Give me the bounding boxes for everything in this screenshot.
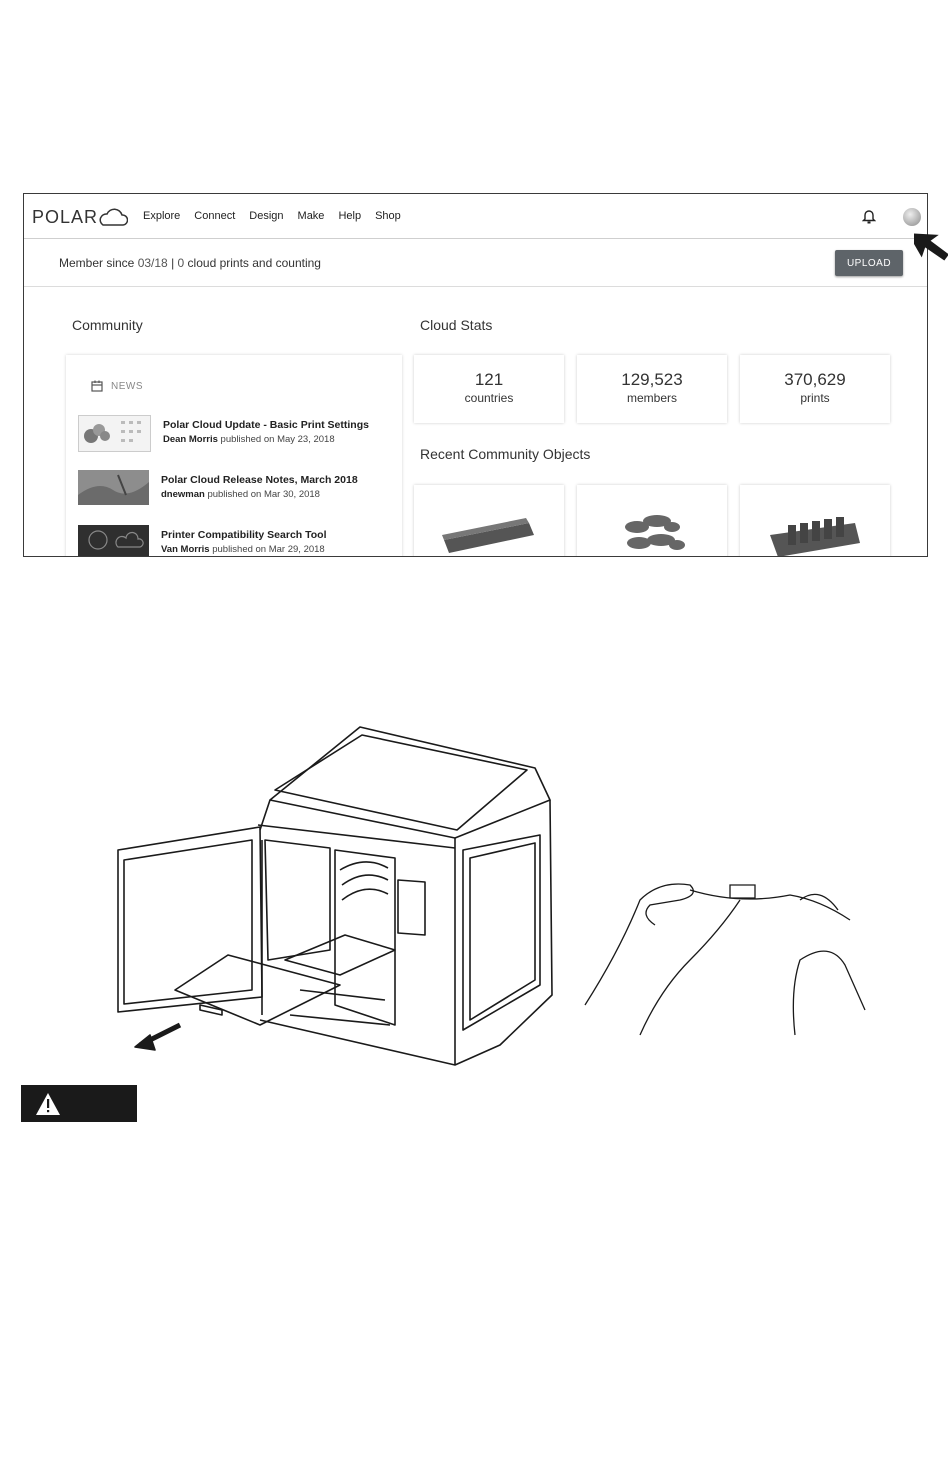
warning-icon [21, 1085, 61, 1122]
nav-make[interactable]: Make [297, 210, 325, 222]
news-item[interactable] [78, 470, 358, 505]
news-meta [161, 544, 327, 555]
news-item[interactable] [78, 415, 369, 452]
news-thumbnail [78, 415, 151, 452]
news-thumbnail [78, 470, 149, 505]
logo-text: POLAR [32, 206, 99, 227]
stat-label: countries [464, 391, 514, 405]
stat-value: 129,523 [621, 370, 683, 389]
stat-card-prints [740, 355, 890, 423]
object-thumbnail [740, 485, 890, 557]
news-text [161, 470, 358, 505]
news-date: published on Mar 30, 2018 [204, 489, 320, 500]
stat-label: members [626, 391, 677, 405]
member-suffix: cloud prints and counting [184, 256, 321, 270]
recent-objects-title: Recent Community Objects [420, 446, 591, 462]
news-author: Van Morris [161, 544, 210, 555]
object-thumbnail [577, 485, 727, 557]
news-title[interactable]: Printer Compatibility Search Tool [161, 529, 327, 541]
community-title: Community [72, 317, 143, 333]
cursor-arrow-icon [914, 222, 948, 268]
object-card[interactable] [740, 485, 890, 557]
news-author: Dean Morris [163, 434, 218, 445]
news-meta [163, 434, 369, 445]
news-meta [161, 489, 358, 500]
member-bar [24, 239, 927, 287]
member-since-date: 03/18 [137, 256, 168, 270]
nav-shop[interactable]: Shop [375, 210, 401, 222]
cloud-logo-icon [98, 205, 128, 229]
polar-logo[interactable] [32, 204, 128, 230]
warning-label [21, 1085, 137, 1122]
member-prefix: Member since [59, 256, 138, 270]
print-count: 0 [177, 256, 185, 270]
news-header [91, 380, 143, 392]
stat-value: 370,629 [784, 370, 846, 389]
object-card[interactable] [414, 485, 564, 557]
object-card[interactable] [577, 485, 727, 557]
news-text [161, 525, 327, 557]
stat-label: prints [800, 391, 830, 405]
stat-card-members [577, 355, 727, 423]
calendar-icon [91, 380, 103, 392]
top-navigation-bar [24, 194, 927, 239]
news-date: published on May 23, 2018 [217, 434, 335, 445]
news-item[interactable] [78, 525, 327, 557]
upload-button[interactable]: UPLOAD [835, 250, 903, 276]
cloud-stats-title: Cloud Stats [420, 317, 493, 333]
news-title[interactable]: Polar Cloud Release Notes, March 2018 [161, 474, 358, 486]
news-title[interactable]: Polar Cloud Update - Basic Print Settings [163, 419, 369, 431]
printer-illustration [0, 700, 950, 1080]
main-nav [143, 210, 401, 222]
polar-cloud-screenshot [23, 193, 928, 557]
stat-value: 121 [474, 370, 504, 389]
nav-explore[interactable]: Explore [143, 210, 181, 222]
member-separator: | [167, 256, 178, 270]
nav-connect[interactable]: Connect [194, 210, 236, 222]
bell-icon[interactable] [862, 208, 876, 224]
news-thumbnail [78, 525, 149, 557]
news-label: NEWS [111, 380, 143, 392]
nav-design[interactable]: Design [249, 210, 284, 222]
member-status [59, 256, 321, 270]
nav-help[interactable]: Help [338, 210, 362, 222]
news-date: published on Mar 29, 2018 [209, 544, 325, 555]
object-thumbnail [414, 485, 564, 557]
news-text [163, 415, 369, 452]
news-card [66, 355, 402, 557]
news-author: dnewman [161, 489, 205, 500]
stat-card-countries [414, 355, 564, 423]
